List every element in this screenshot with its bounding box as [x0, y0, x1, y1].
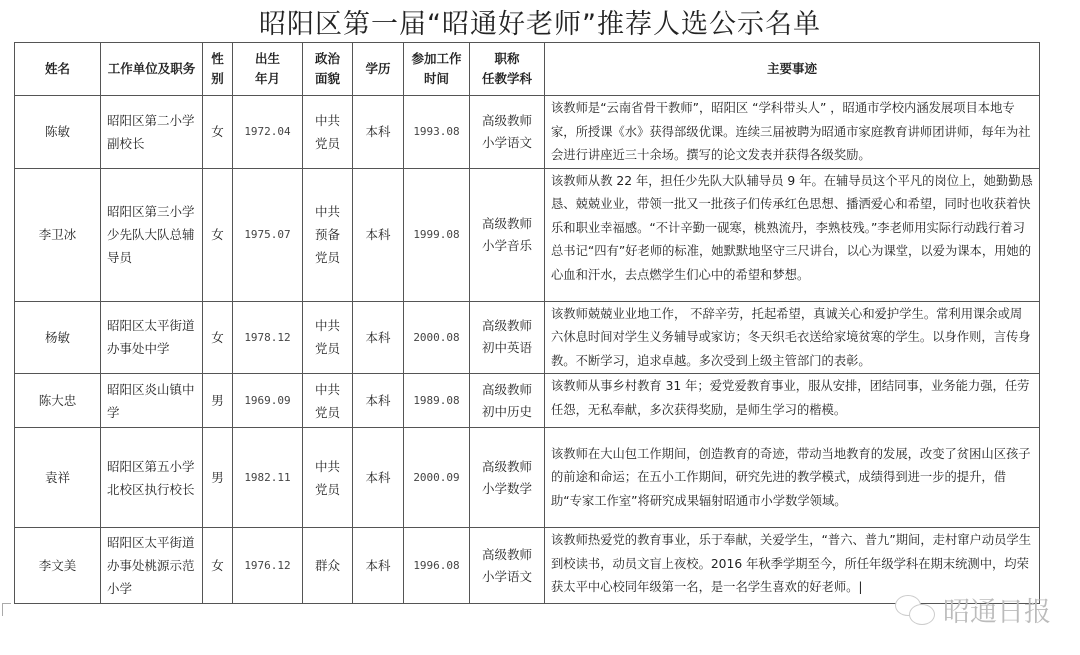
cell-title: 高级教师小学语文 — [470, 528, 545, 604]
cell-unit: 昭阳区第三小学少先队大队总辅导员 — [101, 168, 203, 301]
header-politics: 政治 面貌 — [303, 43, 353, 96]
cell-birth: 1982.11 — [233, 428, 303, 528]
cell-politics: 中共党员 — [303, 301, 353, 374]
cell-gender: 女 — [203, 528, 233, 604]
cell-name: 陈大忠 — [15, 374, 101, 428]
cell-politics: 群众 — [303, 528, 353, 604]
cell-edu: 本科 — [353, 528, 404, 604]
cell-name: 李卫冰 — [15, 168, 101, 301]
watermark — [895, 590, 1051, 629]
cell-birth: 1972.04 — [233, 96, 303, 169]
cell-name: 李文美 — [15, 528, 101, 604]
cell-title: 高级教师小学音乐 — [470, 168, 545, 301]
cell-work-start: 1989.08 — [404, 374, 470, 428]
cell-edu: 本科 — [353, 428, 404, 528]
cell-name: 袁祥 — [15, 428, 101, 528]
table-row — [15, 374, 1040, 428]
header-row — [15, 43, 1040, 96]
wechat-icon — [895, 595, 937, 625]
cell-title: 高级教师小学语文 — [470, 96, 545, 169]
header-work-start: 参加工作 时间 — [404, 43, 470, 96]
cell-deeds: 该教师是“云南省骨干教师”，昭阳区 “学科带头人” ，昭通市学校内涵发展项目本地专家，所授课《水》获得部级优课。连续三届被聘为昭通市家庭教育讲师团讲师，每年为社会进行讲座近三十余场。撰写的论文发表并获得各级奖励。 — [545, 96, 1040, 169]
cell-name: 杨敏 — [15, 301, 101, 374]
table-row — [15, 528, 1040, 604]
table-row — [15, 96, 1040, 169]
cell-gender: 男 — [203, 428, 233, 528]
candidate-table — [14, 42, 1040, 604]
cell-work-start: 2000.08 — [404, 301, 470, 374]
cell-politics: 中共党员 — [303, 374, 353, 428]
table-row — [15, 301, 1040, 374]
header-name: 姓名 — [15, 43, 101, 96]
cell-work-start: 1996.08 — [404, 528, 470, 604]
header-gender: 性 别 — [203, 43, 233, 96]
cell-birth: 1969.09 — [233, 374, 303, 428]
cell-edu: 本科 — [353, 168, 404, 301]
cell-politics: 中共党员 — [303, 428, 353, 528]
cell-gender: 女 — [203, 96, 233, 169]
cell-deeds: 该教师从事乡村教育 31 年；爱党爱教育事业，服从安排，团结同事，业务能力强，任劳任怨，无私奉献，多次获得奖励，是师生学习的楷模。 — [545, 374, 1040, 428]
header-edu: 学历 — [353, 43, 404, 96]
header-birth: 出生 年月 — [233, 43, 303, 96]
table-row — [15, 168, 1040, 301]
cell-work-start: 2000.09 — [404, 428, 470, 528]
cell-deeds: 该教师热爱党的教育事业，乐于奉献，关爱学生，“普六、普九”期间，走村窜户动员学生到校读书，动员文盲上夜校。2016 年秋季学期至今，所任年级学科在期末统测中，均荣获太平中心校同年级第一名，是一名学生喜欢的好老师。| — [545, 528, 1040, 604]
cell-politics: 中共党员 — [303, 96, 353, 169]
cell-birth: 1978.12 — [233, 301, 303, 374]
cell-deeds: 该教师从教 22 年，担任少先队大队辅导员 9 年。在辅导员这个平凡的岗位上，她勤勤恳恳、兢兢业业，带领一批又一批孩子们传承红色思想、播洒爱心和希望，同时也收获着快乐和职业幸福感。“不计辛勤一砚寒，桃熟流丹，李熟枝残。”李老师用实际行动践行着习总书记“四有”好老师的标准，她默默地坚守三尺讲台，以心为课堂，以爱为课本，用她的心血和汗水，去点燃学生们心中的希望和梦想。 — [545, 168, 1040, 301]
cell-title: 高级教师小学数学 — [470, 428, 545, 528]
table-row — [15, 428, 1040, 528]
crop-mark — [2, 603, 11, 616]
header-title-subject: 职称 任教学科 — [470, 43, 545, 96]
cell-gender: 女 — [203, 168, 233, 301]
page-title: 昭阳区第一届“昭通好老师”推荐人选公示名单 — [259, 9, 821, 40]
cell-title: 高级教师初中历史 — [470, 374, 545, 428]
header-unit: 工作单位及职务 — [101, 43, 203, 96]
cell-politics: 中共预备党员 — [303, 168, 353, 301]
cell-edu: 本科 — [353, 301, 404, 374]
cell-gender: 女 — [203, 301, 233, 374]
cell-gender: 男 — [203, 374, 233, 428]
cell-unit: 昭阳区第二小学副校长 — [101, 96, 203, 169]
cell-edu: 本科 — [353, 374, 404, 428]
cell-unit: 昭阳区炎山镇中学 — [101, 374, 203, 428]
cell-edu: 本科 — [353, 96, 404, 169]
cell-birth: 1975.07 — [233, 168, 303, 301]
watermark-text: 昭通日报 — [943, 597, 1051, 628]
cell-unit: 昭阳区太平街道办事处中学 — [101, 301, 203, 374]
cell-work-start: 1993.08 — [404, 96, 470, 169]
cell-unit: 昭阳区太平街道办事处桃源示范小学 — [101, 528, 203, 604]
cell-title: 高级教师初中英语 — [470, 301, 545, 374]
cell-name: 陈敏 — [15, 96, 101, 169]
cell-birth: 1976.12 — [233, 528, 303, 604]
cell-unit: 昭阳区第五小学北校区执行校长 — [101, 428, 203, 528]
cell-deeds: 该教师在大山包工作期间，创造教育的奇迹，带动当地教育的发展，改变了贫困山区孩子的前途和命运；在五小工作期间，研究先进的教学模式，成绩得到进一步的提升，借助“专家工作室”将研究成果辐射昭通市小学数学领域。 — [545, 428, 1040, 528]
cell-work-start: 1999.08 — [404, 168, 470, 301]
header-deeds: 主要事迹 — [545, 43, 1040, 96]
cell-deeds: 该教师兢兢业业地工作， 不辞辛劳，托起希望，真诚关心和爱护学生。常利用课余或周六休息时间对学生义务辅导或家访；冬天织毛衣送给家境贫寒的学生。以身作则，言传身教。不断学习，追求卓越。多次受到上级主管部门的表彰。 — [545, 301, 1040, 374]
